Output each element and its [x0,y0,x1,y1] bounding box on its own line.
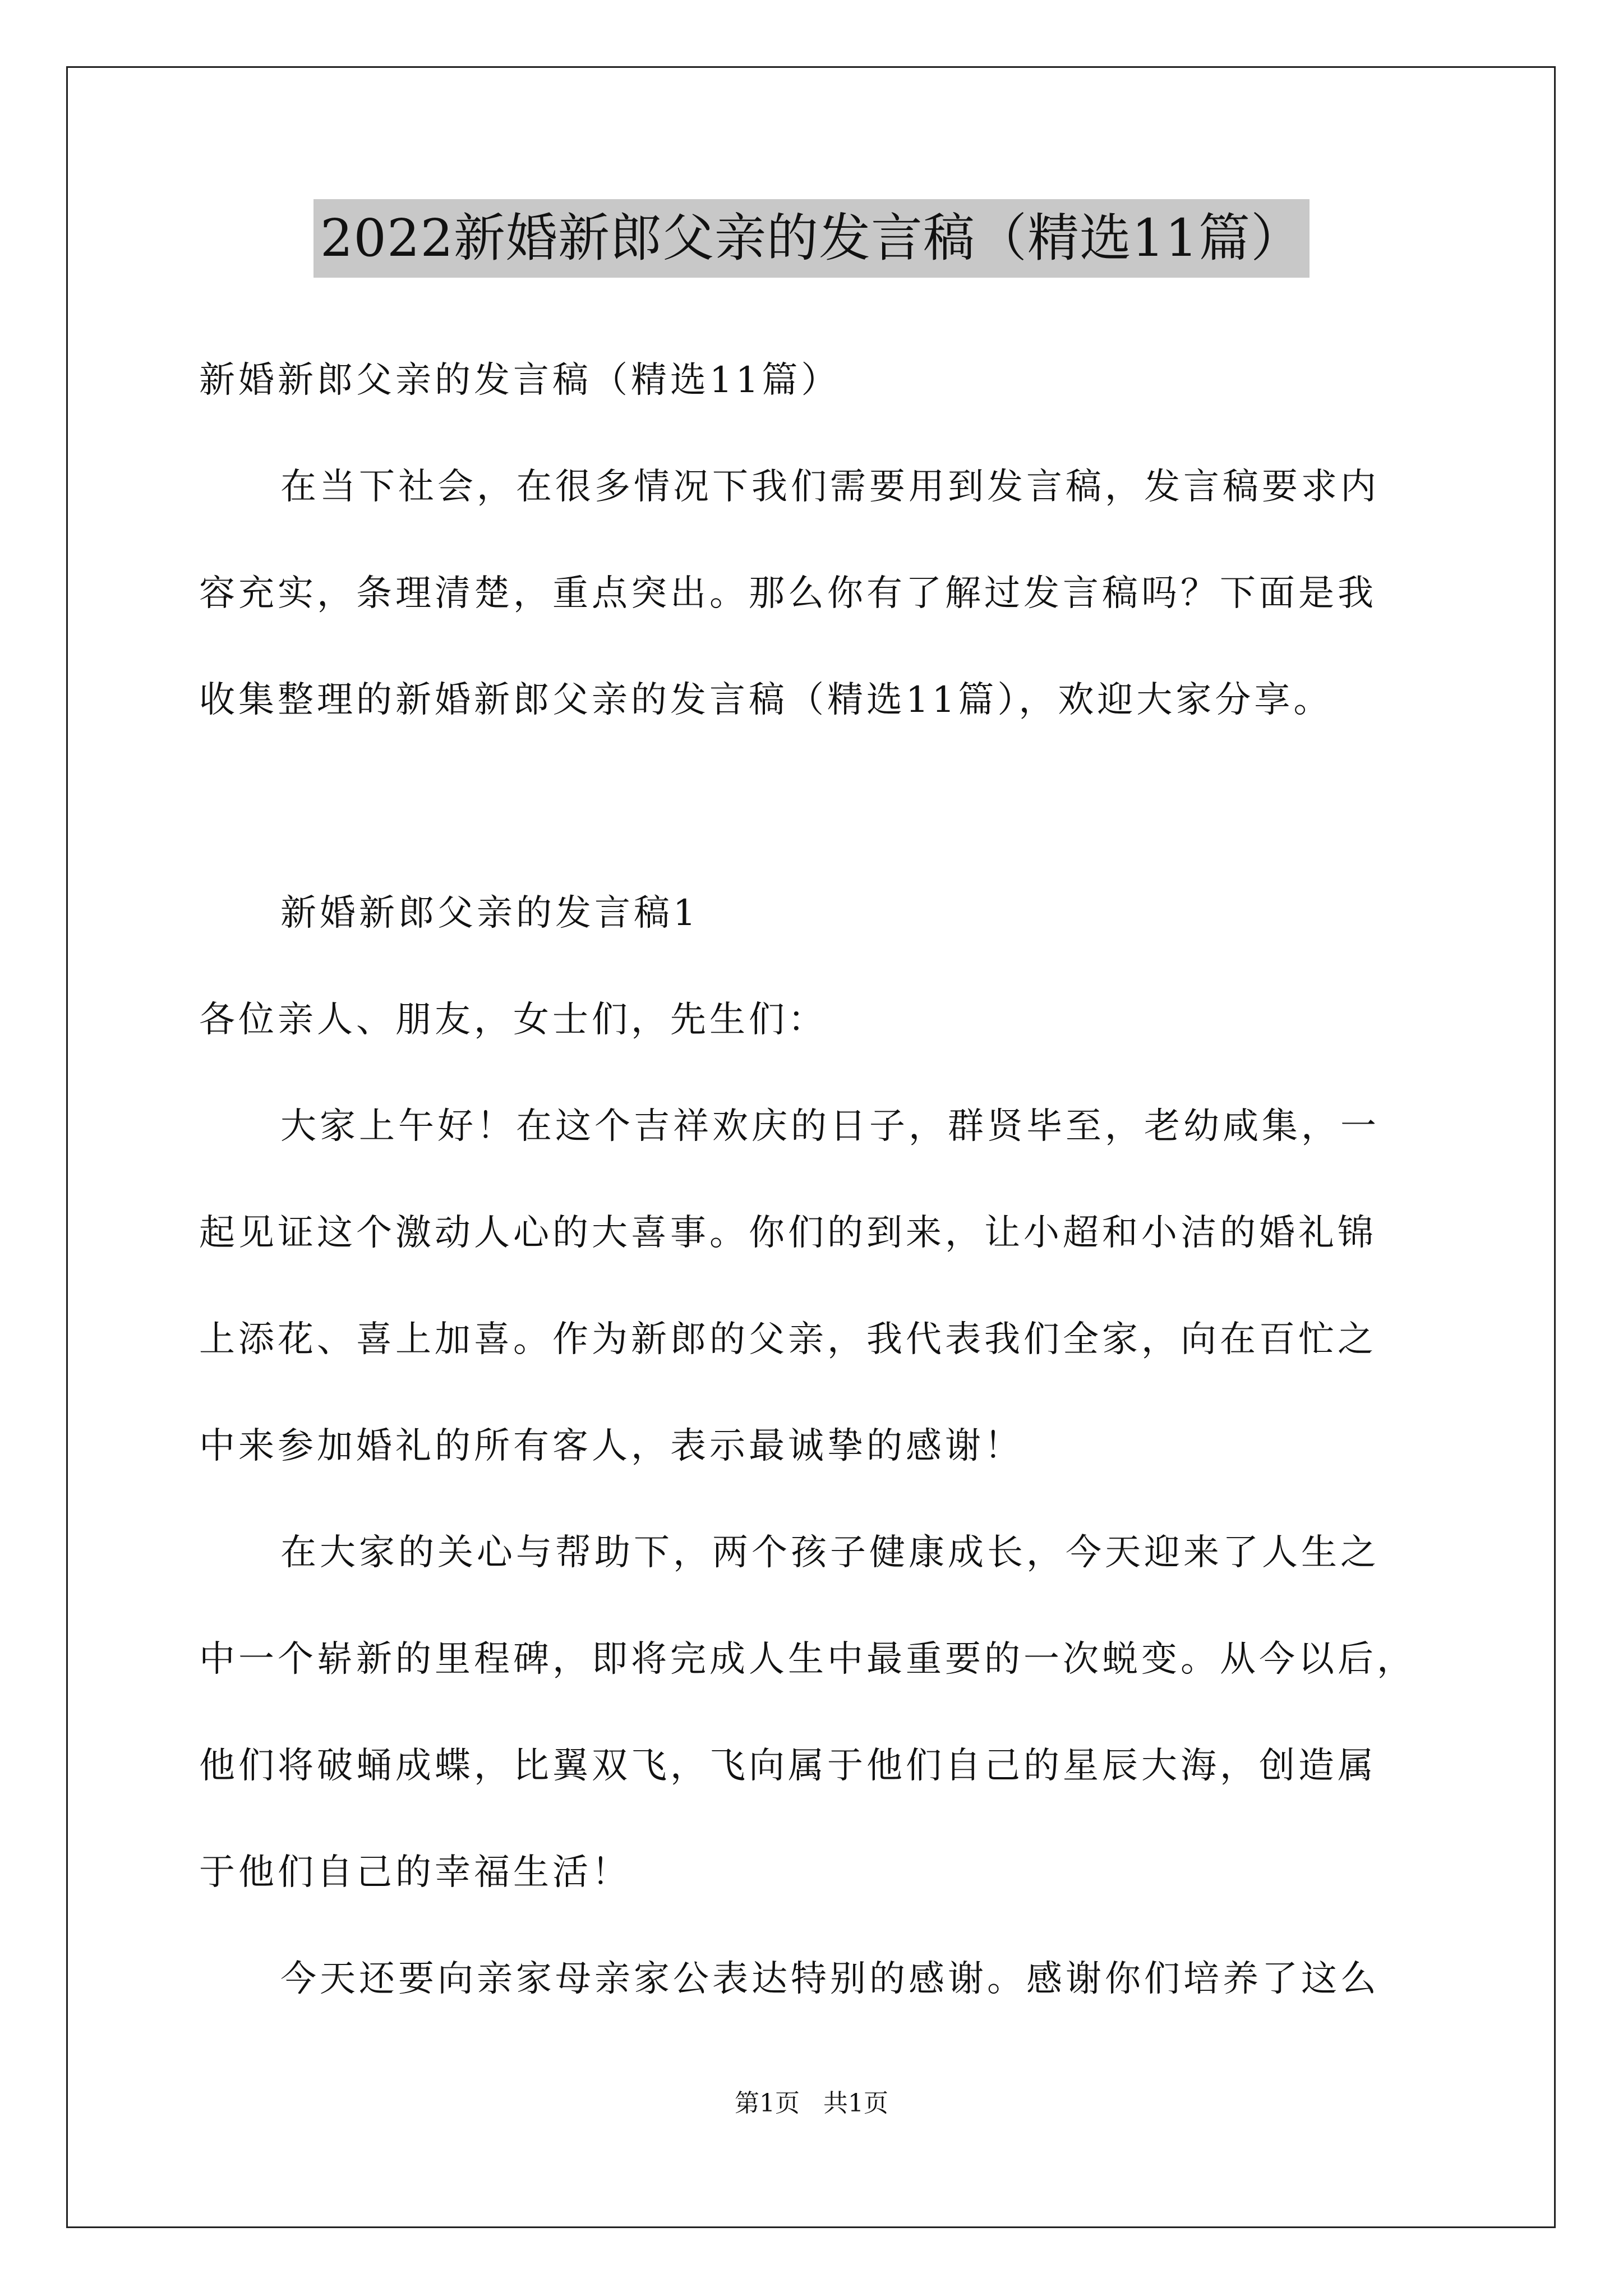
paragraph1-line-4: 中来参加婚礼的所有客人，表示最诚挚的感谢！ [199,1425,1023,1467]
paragraph1-line-2: 起见证这个激动人心的大喜事。你们的到来，让小超和小洁的婚礼锦 [199,1212,1377,1254]
intro-line-1: 在当下社会，在很多情况下我们需要用到发言稿，发言稿要求内 [280,466,1380,508]
page-footer: 第1页 共1页 [735,2089,888,2118]
document-subtitle: 新婚新郎父亲的发言稿（精选11篇） [199,360,841,401]
paragraph3-line-1: 今天还要向亲家母亲家公表达特别的感谢。感谢你们培养了这么 [280,1958,1380,2000]
paragraph2-line-2: 中一个崭新的里程碑，即将完成人生中最重要的一次蜕变。从今以后， [199,1639,1416,1680]
document-title: 2022新婚新郎父亲的发言稿（精选11篇） [313,199,1310,278]
paragraph1-line-3: 上添花、喜上加喜。作为新郎的父亲，我代表我们全家，向在百忙之 [199,1319,1377,1360]
section-heading: 新婚新郎父亲的发言稿1 [280,892,699,934]
paragraph2-line-3: 他们将破蛹成蝶，比翼双飞，飞向属于他们自己的星辰大海，创造属 [199,1745,1377,1787]
title-container [0,199,1623,278]
paragraph1-line-1: 大家上午好！在这个吉祥欢庆的日子，群贤毕至，老幼咸集，一 [280,1106,1380,1147]
salutation: 各位亲人、朋友，女士们，先生们： [199,999,827,1041]
paragraph2-line-4: 于他们自己的幸福生活！ [199,1852,631,1893]
intro-line-2: 容充实，条理清楚，重点突出。那么你有了解过发言稿吗？下面是我 [199,573,1377,614]
paragraph2-line-1: 在大家的关心与帮助下，两个孩子健康成长，今天迎来了人生之 [280,1532,1380,1573]
intro-line-3: 收集整理的新婚新郎父亲的发言稿（精选11篇），欢迎大家分享。 [199,679,1333,721]
